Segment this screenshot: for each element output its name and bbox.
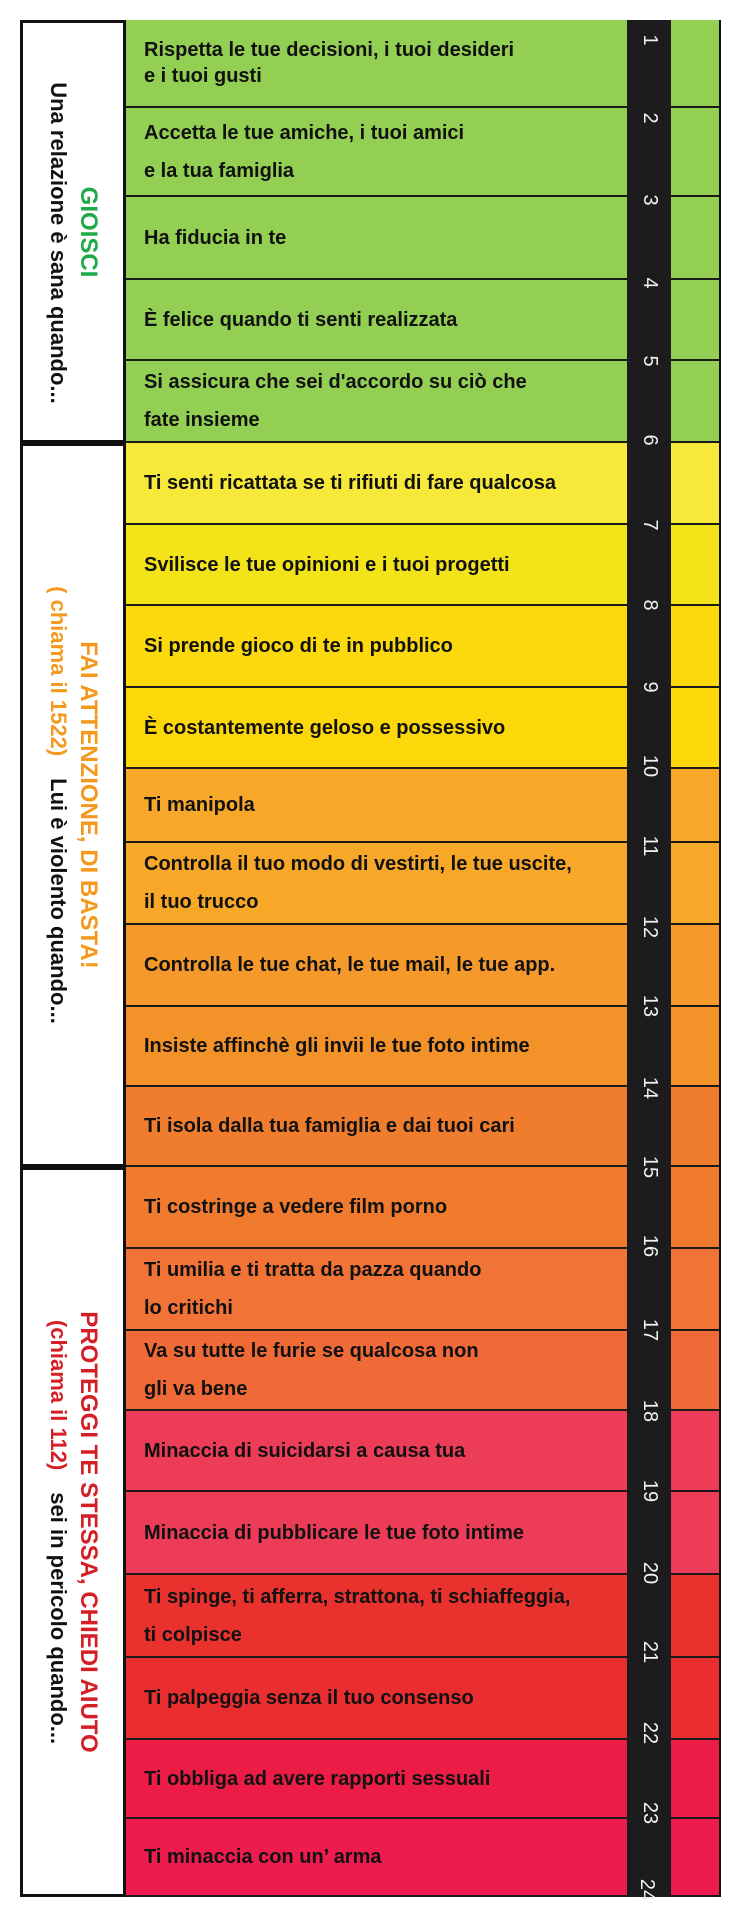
section-danger-phone: (chiama il 112) bbox=[46, 1319, 71, 1471]
behavior-row bbox=[126, 280, 629, 361]
behavior-text: Ti spinge, ti afferra, strattona, ti schiaffeggia, ti colpisce bbox=[144, 1585, 571, 1646]
tape-number: 18 bbox=[639, 1399, 661, 1423]
section-danger-text bbox=[43, 1311, 103, 1752]
behavior-row bbox=[126, 443, 629, 525]
behavior-text: Minaccia di pubblicare le tue foto intime bbox=[144, 1521, 525, 1544]
behavior-text: Minaccia di suicidarsi a causa tua bbox=[144, 1439, 466, 1462]
tape-number: 7 bbox=[639, 519, 661, 531]
section-warning-title: FAI ATTENZIONE, DI BASTA! bbox=[75, 641, 102, 969]
tape-number: 20 bbox=[639, 1561, 661, 1585]
color-strip bbox=[671, 1819, 719, 1897]
tape-number: 4 bbox=[639, 277, 661, 289]
behavior-row bbox=[126, 1492, 629, 1575]
color-strip bbox=[671, 1167, 719, 1249]
tape-number: 19 bbox=[639, 1479, 661, 1503]
behavior-text: È costantemente geloso e possessivo bbox=[144, 716, 506, 739]
color-strip bbox=[671, 769, 719, 843]
color-strip bbox=[671, 108, 719, 197]
behavior-row bbox=[126, 1331, 629, 1411]
tape-number: 8 bbox=[639, 599, 661, 611]
behavior-row bbox=[126, 20, 629, 108]
color-strip bbox=[671, 197, 719, 280]
behavior-row bbox=[126, 197, 629, 280]
color-strip bbox=[671, 525, 719, 606]
behavior-row bbox=[126, 769, 629, 843]
behavior-text: Ti minaccia con un’ arma bbox=[144, 1846, 382, 1868]
behavior-text: Ti obbliga ad avere rapporti sessuali bbox=[144, 1767, 491, 1790]
behavior-row bbox=[126, 1819, 629, 1897]
behavior-row bbox=[126, 1411, 629, 1492]
tape-number: 16 bbox=[639, 1234, 661, 1258]
tape-number: 2 bbox=[639, 112, 661, 124]
section-healthy-subtitle: Una relazione è sana quando... bbox=[46, 81, 71, 404]
color-strip bbox=[671, 1331, 719, 1411]
tape-number: 24 bbox=[636, 1878, 658, 1902]
behavior-row bbox=[126, 525, 629, 606]
color-strip bbox=[671, 1087, 719, 1167]
behavior-row bbox=[126, 361, 629, 443]
section-warning-subtitle: ( chiama il 1522)Lui è violento quando... bbox=[46, 586, 71, 1024]
behavior-text: È felice quando ti senti realizzata bbox=[144, 308, 458, 331]
behavior-row bbox=[126, 843, 629, 925]
section-healthy bbox=[20, 20, 126, 443]
behavior-row bbox=[126, 108, 629, 197]
behavior-row bbox=[126, 1167, 629, 1249]
color-strip bbox=[671, 606, 719, 688]
tape-number: 22 bbox=[639, 1721, 661, 1745]
behavior-row bbox=[126, 1087, 629, 1167]
color-strip bbox=[671, 1492, 719, 1575]
tape-number: 23 bbox=[639, 1801, 661, 1825]
tape-number: 1 bbox=[639, 34, 661, 46]
section-danger-subtitle: (chiama il 112)sei in pericolo quando... bbox=[46, 1319, 71, 1745]
color-strip bbox=[671, 843, 719, 925]
tape-number: 6 bbox=[639, 434, 661, 446]
behavior-text: Va su tutte le furie se qualcosa non gli va bene bbox=[144, 1340, 479, 1400]
behavior-row bbox=[126, 688, 629, 769]
behavior-row bbox=[126, 1740, 629, 1819]
behavior-text: Ti umilia e ti tratta da pazza quando lo critichi bbox=[144, 1259, 482, 1319]
behavior-row bbox=[126, 1575, 629, 1658]
behavior-text: Insiste affinchè gli invii le tue foto intime bbox=[144, 1035, 530, 1057]
section-danger bbox=[20, 1167, 126, 1897]
behavior-text: Ti senti ricattata se ti rifiuti di fare qualcosa bbox=[144, 472, 556, 494]
tape-number: 9 bbox=[639, 681, 661, 693]
color-strip bbox=[671, 280, 719, 361]
section-danger-title: PROTEGGI TE STESSA, CHIEDI AIUTO bbox=[75, 1311, 102, 1753]
color-strip bbox=[671, 1740, 719, 1819]
section-healthy-text bbox=[43, 60, 103, 404]
behavior-text: Controlla le tue chat, le tue mail, le tue app. bbox=[144, 954, 556, 976]
tape-number: 13 bbox=[639, 994, 661, 1018]
tape-number: 5 bbox=[639, 355, 661, 367]
behavior-text: Ti manipola bbox=[144, 794, 255, 816]
section-warning-phone: ( chiama il 1522) bbox=[46, 586, 71, 757]
tape-number: 11 bbox=[639, 835, 661, 857]
behavior-text: Accetta le tue amiche, i tuoi amici e la tua famiglia bbox=[144, 121, 465, 182]
color-strip bbox=[671, 443, 719, 525]
color-strip bbox=[671, 1575, 719, 1658]
behavior-row bbox=[126, 1007, 629, 1087]
tape-number: 21 bbox=[639, 1640, 661, 1664]
behavior-row bbox=[126, 1658, 629, 1740]
color-strip bbox=[671, 20, 719, 108]
behavior-text: Controlla il tuo modo di vestirti, le tue uscite, il tuo trucco bbox=[144, 853, 572, 913]
behavior-row bbox=[126, 1249, 629, 1331]
behavior-text: Ti palpeggia senza il tuo consenso bbox=[144, 1687, 474, 1709]
color-strip bbox=[671, 1007, 719, 1087]
behavior-text: Si prende gioco di te in pubblico bbox=[144, 635, 453, 657]
section-warning-text bbox=[43, 586, 103, 1024]
color-strip bbox=[671, 925, 719, 1007]
behavior-text: Si assicura che sei d'accordo su ciò che fate insieme bbox=[144, 371, 527, 431]
tape-number: 15 bbox=[639, 1155, 661, 1179]
tape-number: 14 bbox=[639, 1076, 661, 1100]
behavior-text: Svilisce le tue opinioni e i tuoi progetti bbox=[144, 553, 510, 576]
behavior-text: Ha fiducia in te bbox=[144, 226, 287, 249]
behavior-text: Rispetta le tue decisioni, i tuoi desideri e i tuoi gusti bbox=[144, 39, 515, 87]
behavior-text: Ti costringe a vedere film porno bbox=[144, 1196, 448, 1218]
tape-number: 10 bbox=[639, 754, 661, 778]
section-healthy-title: GIOISCI bbox=[75, 186, 102, 277]
color-strip bbox=[671, 361, 719, 443]
color-strip bbox=[671, 688, 719, 769]
tape-number: 3 bbox=[639, 194, 661, 206]
behavior-row bbox=[126, 925, 629, 1007]
color-strip bbox=[671, 1411, 719, 1492]
color-strip bbox=[671, 1658, 719, 1740]
tape-number: 17 bbox=[639, 1318, 661, 1342]
color-strip bbox=[671, 1249, 719, 1331]
section-warning bbox=[20, 443, 126, 1167]
behavior-row bbox=[126, 606, 629, 688]
tape-number: 12 bbox=[639, 915, 661, 939]
behavior-text: Ti isola dalla tua famiglia e dai tuoi cari bbox=[144, 1115, 515, 1137]
